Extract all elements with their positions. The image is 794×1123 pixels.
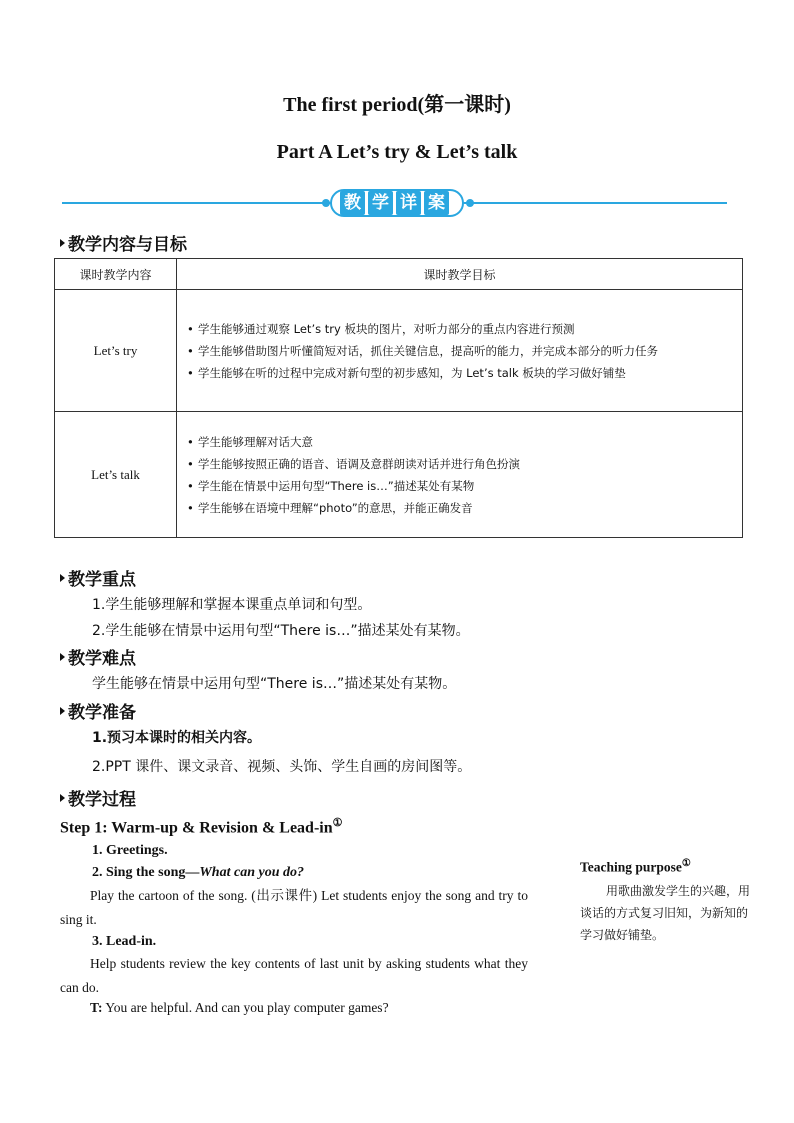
banner-label xyxy=(340,191,449,215)
key-point-1: 1.学生能够理解和掌握本课重点单词和句型。 xyxy=(92,597,372,613)
table-cell-goals xyxy=(177,290,743,412)
footnote-mark: ① xyxy=(681,858,691,869)
table-cell-goals xyxy=(177,412,743,538)
banner-line-left xyxy=(62,202,332,204)
step-1-title: Step 1: Warm-up & Revision & Lead-in① xyxy=(60,817,343,837)
banner-dot-right xyxy=(466,199,474,207)
item-greetings: 1. Greetings. xyxy=(92,843,168,858)
item-sing-song-text: Play the cartoon of the song. (出示课件) Let students enjoy the song and try to sing it. xyxy=(60,888,528,927)
objectives-table xyxy=(54,258,743,538)
table-header-goals: 课时教学目标 xyxy=(177,259,743,290)
item-lead-in: 3. Lead-in. xyxy=(92,934,157,949)
table-cell-content: Let’s try xyxy=(55,290,177,412)
triangle-bullet-icon xyxy=(60,239,65,247)
difficulty-text: 学生能够在情景中运用句型“There is…”描述某处有某物。 xyxy=(92,676,457,692)
banner-char: 详 xyxy=(396,191,421,215)
item-sing-song: 2. Sing the song—What can you do? xyxy=(92,865,304,880)
teaching-purpose-title: Teaching purpose① xyxy=(580,858,691,875)
banner-char: 教 xyxy=(340,191,365,215)
banner-char: 学 xyxy=(368,191,393,215)
goal-item: • 学生能够按照正确的语音、语调及意群朗读对话并进行角色扮演 xyxy=(187,455,732,473)
goal-item: • 学生能在情景中运用句型“There is…”描述某处有某物 xyxy=(187,477,732,495)
banner-line-right xyxy=(462,202,727,204)
table-header-content: 课时教学内容 xyxy=(55,259,177,290)
goal-item: • 学生能够借助图片听懂简短对话，抓住关键信息，提高听的能力，并完成本部分的听力任务 xyxy=(187,342,732,360)
goal-item: • 学生能够在语境中理解“photo”的意思，并能正确发音 xyxy=(187,499,732,517)
teacher-line: T: You are helpful. And can you play computer games? xyxy=(90,1000,389,1015)
goal-item: • 学生能够理解对话大意 xyxy=(187,433,732,451)
banner-dot-left xyxy=(322,199,330,207)
section-heading-key-points: 教学重点 xyxy=(60,565,136,590)
preparation-item-1: 1.预习本课时的相关内容。 xyxy=(92,730,262,746)
section-heading-content-goals: 教学内容与目标 xyxy=(60,230,187,255)
section-heading-preparation: 教学准备 xyxy=(60,698,136,723)
triangle-bullet-icon xyxy=(60,707,65,715)
teaching-purpose-text: 用歌曲激发学生的兴趣，用谈话的方式复习旧知，为新知的学习做好铺垫。 xyxy=(580,884,751,942)
goal-item: • 学生能够通过观察 Let’s try 板块的图片，对听力部分的重点内容进行预测 xyxy=(187,320,732,338)
triangle-bullet-icon xyxy=(60,574,65,582)
table-cell-content: Let’s talk xyxy=(55,412,177,538)
footnote-mark: ① xyxy=(332,817,343,829)
goal-item: • 学生能够在听的过程中完成对新句型的初步感知，为 Let’s talk 板块的学习做好铺垫 xyxy=(187,364,732,382)
page-title: The first period(第一课时) xyxy=(283,94,511,116)
preparation-item-2: 2.PPT 课件、课文录音、视频、头饰、学生自画的房间图等。 xyxy=(92,759,472,775)
table-row xyxy=(55,290,743,412)
section-heading-difficulties: 教学难点 xyxy=(60,644,136,669)
table-header-row xyxy=(55,259,743,290)
banner-char: 案 xyxy=(424,191,449,215)
triangle-bullet-icon xyxy=(60,794,65,802)
page-subtitle: Part A Let’s try & Let’s talk xyxy=(276,141,518,163)
triangle-bullet-icon xyxy=(60,653,65,661)
key-point-2: 2.学生能够在情景中运用句型“There is…”描述某处有某物。 xyxy=(92,623,470,639)
section-heading-process: 教学过程 xyxy=(60,785,136,810)
table-row xyxy=(55,412,743,538)
item-lead-in-text: Help students review the key contents of last unit by asking students what they can do. xyxy=(60,956,528,995)
